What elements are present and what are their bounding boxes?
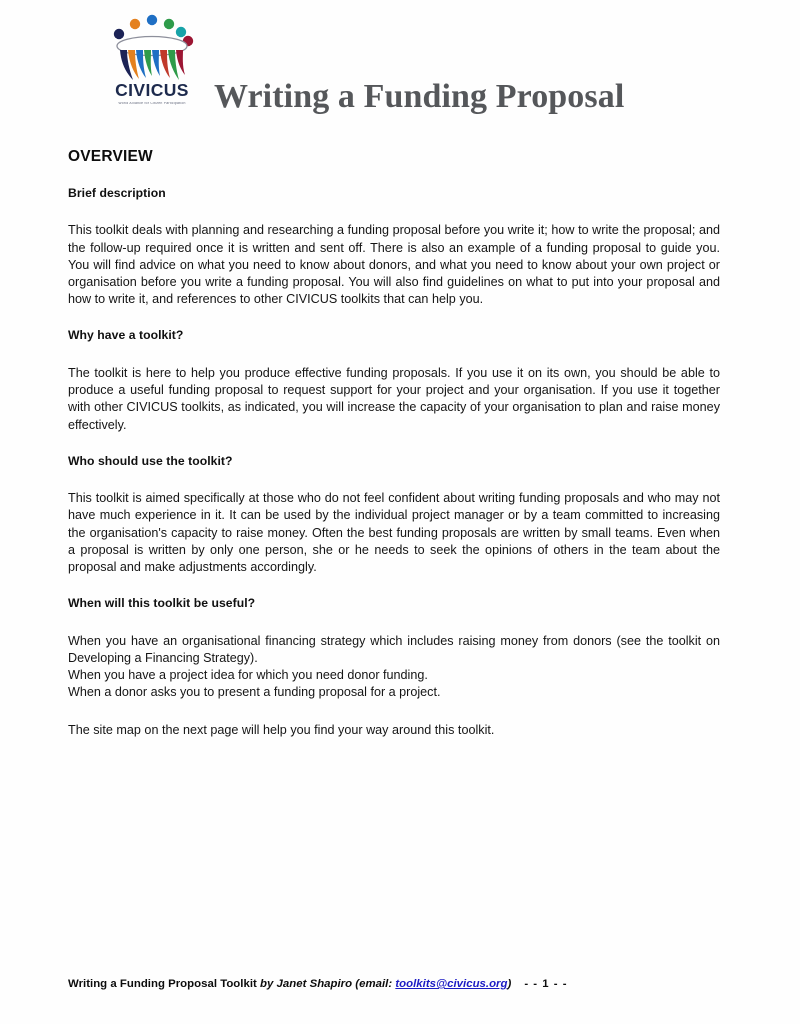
subheading-who-should-use: Who should use the toolkit? — [68, 453, 233, 468]
civicus-logo — [104, 12, 200, 118]
usefulness-list — [68, 633, 720, 702]
document-footer — [68, 978, 740, 990]
section-heading-overview: OVERVIEW — [68, 148, 153, 165]
civicus-tagline: World Alliance for Citizen Participation — [118, 102, 186, 105]
footer-author: by Janet Shapiro (email: — [260, 978, 393, 990]
civicus-logo-mark-icon — [110, 12, 194, 84]
page-title: Writing a Funding Proposal — [214, 78, 625, 115]
paragraph-site-map: The site map on the next page will help you find your way around this toolkit. — [68, 723, 495, 738]
civicus-wordmark: CIVICUS — [115, 80, 189, 100]
paragraph-why-have-a-toolkit: The toolkit is here to help you produce effective funding proposals. If you use it on its own, you should be able to produce a useful funding proposal to request support for your project and your organisation. If you use it together with other CIVICUS toolkits, as indicated, you will increase the capacity of your organisation to plan and raise money effectively. — [68, 365, 720, 432]
subheading-brief-description: Brief description — [68, 186, 166, 201]
usefulness-item-3: When a donor asks you to present a funding proposal for a project. — [68, 685, 441, 700]
subheading-when-will-this-be-useful: When will this toolkit be useful? — [68, 596, 256, 611]
paragraph-who-should-use: This toolkit is aimed specifically at those who do not feel confident about writing funding proposals and who may not have much experience in it. It can be used by the individual project manager or by a team committed to increasing the organisation's capacity to raise money. Often the best funding proposals are written by small teams. Even when a proposal is written by only one person, she or he needs to seek the opinions of others in the team about the proposal and make adjustments accordingly. — [68, 491, 720, 574]
usefulness-item-1: When you have an organisational financing strategy which includes raising money from donors (see the toolkit on Developing a Financing Strategy). — [68, 633, 720, 665]
paragraph-brief-description: This toolkit deals with planning and researching a funding proposal before you write it; how to write the proposal; and the follow-up required once it is written and sent off. There is also an example of a funding proposal to guide you. You will find advice on what you need to know about donors, and what you need to know about your own project or organisation before you write a funding proposal. You will also find guidelines on what to put into your proposal and how to write it, and references to other CIVICUS toolkits that can help you. — [68, 223, 720, 307]
footer-page-number: - - 1 - - — [524, 978, 568, 990]
footer-email-link[interactable]: toolkits@civicus.org — [395, 978, 508, 990]
footer-toolkit-title: Writing a Funding Proposal Toolkit — [68, 978, 257, 990]
subheading-why-have-a-toolkit: Why have a toolkit? — [68, 328, 184, 343]
document-header — [104, 6, 740, 118]
document-body — [68, 148, 720, 761]
usefulness-item-2: When you have a project idea for which you need donor funding. — [68, 667, 428, 682]
footer-close-paren: ) — [507, 978, 512, 990]
